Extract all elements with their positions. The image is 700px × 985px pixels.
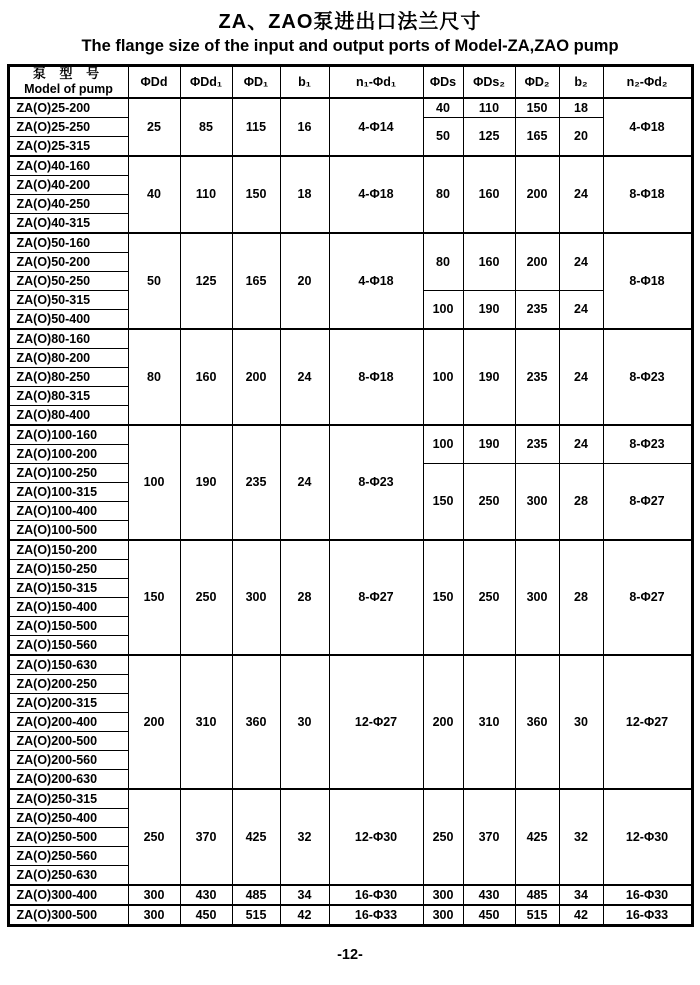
- value-cell: 430: [463, 885, 515, 905]
- value-cell: 42: [280, 905, 329, 926]
- value-cell: 125: [463, 118, 515, 157]
- value-cell: 485: [232, 885, 280, 905]
- value-cell: 200: [128, 655, 180, 789]
- value-cell: 250: [463, 540, 515, 655]
- value-cell: 125: [180, 233, 232, 329]
- value-cell: 24: [559, 233, 603, 291]
- model-cell: ZA(O)100-500: [8, 521, 128, 541]
- header-col-b1: b₁: [280, 66, 329, 99]
- table-row: [8, 789, 692, 809]
- value-cell: 300: [515, 540, 559, 655]
- value-cell: 30: [559, 655, 603, 789]
- value-cell: 16: [280, 98, 329, 156]
- value-cell: 200: [232, 329, 280, 425]
- value-cell: 300: [423, 905, 463, 926]
- table-row: [8, 905, 692, 926]
- table-row: [8, 425, 692, 445]
- value-cell: 8-Φ27: [603, 540, 692, 655]
- model-cell: ZA(O)50-200: [8, 253, 128, 272]
- value-cell: 235: [232, 425, 280, 540]
- value-cell: 8-Φ27: [603, 464, 692, 541]
- value-cell: 150: [423, 540, 463, 655]
- value-cell: 4-Φ18: [603, 98, 692, 156]
- value-cell: 18: [559, 98, 603, 118]
- value-cell: 100: [423, 425, 463, 464]
- model-cell: ZA(O)50-400: [8, 310, 128, 330]
- value-cell: 34: [559, 885, 603, 905]
- model-cell: ZA(O)50-160: [8, 233, 128, 253]
- value-cell: 28: [559, 464, 603, 541]
- value-cell: 515: [515, 905, 559, 926]
- value-cell: 12-Φ30: [329, 789, 423, 885]
- value-cell: 4-Φ18: [329, 233, 423, 329]
- value-cell: 40: [128, 156, 180, 233]
- value-cell: 85: [180, 98, 232, 156]
- value-cell: 235: [515, 329, 559, 425]
- model-cell: ZA(O)200-400: [8, 713, 128, 732]
- model-cell: ZA(O)250-315: [8, 789, 128, 809]
- model-cell: ZA(O)150-250: [8, 560, 128, 579]
- value-cell: 370: [463, 789, 515, 885]
- value-cell: 25: [128, 98, 180, 156]
- value-cell: 16-Φ33: [329, 905, 423, 926]
- model-cell: ZA(O)40-160: [8, 156, 128, 176]
- model-cell: ZA(O)80-200: [8, 349, 128, 368]
- model-cell: ZA(O)250-400: [8, 809, 128, 828]
- value-cell: 24: [559, 329, 603, 425]
- model-cell: ZA(O)150-500: [8, 617, 128, 636]
- value-cell: 190: [180, 425, 232, 540]
- value-cell: 40: [423, 98, 463, 118]
- header-col-b2: b₂: [559, 66, 603, 99]
- value-cell: 20: [280, 233, 329, 329]
- value-cell: 12-Φ27: [603, 655, 692, 789]
- value-cell: 235: [515, 291, 559, 330]
- model-cell: ZA(O)100-315: [8, 483, 128, 502]
- model-cell: ZA(O)200-560: [8, 751, 128, 770]
- value-cell: 16-Φ30: [329, 885, 423, 905]
- value-cell: 8-Φ18: [329, 329, 423, 425]
- model-cell: ZA(O)250-630: [8, 866, 128, 886]
- value-cell: 425: [232, 789, 280, 885]
- value-cell: 16-Φ33: [603, 905, 692, 926]
- header-col-d1: ΦD₁: [232, 66, 280, 99]
- value-cell: 160: [463, 156, 515, 233]
- value-cell: 200: [515, 233, 559, 291]
- value-cell: 50: [128, 233, 180, 329]
- value-cell: 425: [515, 789, 559, 885]
- model-cell: ZA(O)25-200: [8, 98, 128, 118]
- table-row: [8, 885, 692, 905]
- value-cell: 190: [463, 329, 515, 425]
- header-col-d2: ΦD₂: [515, 66, 559, 99]
- value-cell: 300: [128, 905, 180, 926]
- value-cell: 160: [180, 329, 232, 425]
- value-cell: 250: [423, 789, 463, 885]
- page-subtitle: The flange size of the input and output ports of Model-ZA,ZAO pump: [81, 37, 619, 55]
- value-cell: 16-Φ30: [603, 885, 692, 905]
- value-cell: 200: [515, 156, 559, 233]
- value-cell: 18: [280, 156, 329, 233]
- header-col-n2d2: n₂-Φd₂: [603, 66, 692, 99]
- value-cell: 24: [559, 291, 603, 330]
- model-cell: ZA(O)100-400: [8, 502, 128, 521]
- value-cell: 4-Φ18: [329, 156, 423, 233]
- header-col-ds: ΦDs: [423, 66, 463, 99]
- value-cell: 8-Φ27: [329, 540, 423, 655]
- model-cell: ZA(O)150-315: [8, 579, 128, 598]
- value-cell: 42: [559, 905, 603, 926]
- value-cell: 300: [423, 885, 463, 905]
- model-cell: ZA(O)200-500: [8, 732, 128, 751]
- model-cell: ZA(O)150-560: [8, 636, 128, 656]
- model-cell: ZA(O)200-630: [8, 770, 128, 790]
- value-cell: 235: [515, 425, 559, 464]
- value-cell: 34: [280, 885, 329, 905]
- table-row: [8, 98, 692, 118]
- model-cell: ZA(O)100-160: [8, 425, 128, 445]
- value-cell: 100: [128, 425, 180, 540]
- header-model: [8, 66, 128, 99]
- value-cell: 250: [180, 540, 232, 655]
- value-cell: 80: [423, 156, 463, 233]
- value-cell: 300: [128, 885, 180, 905]
- page-title: ZA、ZAO泵进出口法兰尺寸: [218, 11, 482, 33]
- model-cell: ZA(O)100-200: [8, 445, 128, 464]
- model-cell: ZA(O)300-400: [8, 885, 128, 905]
- model-cell: ZA(O)80-250: [8, 368, 128, 387]
- header-col-dd1: ΦDd₁: [180, 66, 232, 99]
- page-number: -12-: [337, 947, 363, 963]
- value-cell: 300: [232, 540, 280, 655]
- model-cell: ZA(O)40-250: [8, 195, 128, 214]
- value-cell: 370: [180, 789, 232, 885]
- value-cell: 165: [232, 233, 280, 329]
- flange-table-body: [8, 98, 692, 926]
- value-cell: 20: [559, 118, 603, 157]
- table-row: [8, 329, 692, 349]
- value-cell: 80: [128, 329, 180, 425]
- model-cell: ZA(O)50-315: [8, 291, 128, 310]
- value-cell: 150: [128, 540, 180, 655]
- model-cell: ZA(O)40-315: [8, 214, 128, 234]
- model-cell: ZA(O)200-315: [8, 694, 128, 713]
- value-cell: 24: [559, 425, 603, 464]
- model-cell: ZA(O)100-250: [8, 464, 128, 483]
- value-cell: 50: [423, 118, 463, 157]
- value-cell: 24: [559, 156, 603, 233]
- model-cell: ZA(O)50-250: [8, 272, 128, 291]
- table-row: [8, 540, 692, 560]
- value-cell: 8-Φ23: [603, 329, 692, 425]
- value-cell: 485: [515, 885, 559, 905]
- value-cell: 300: [515, 464, 559, 541]
- model-cell: ZA(O)150-400: [8, 598, 128, 617]
- header-col-dd: ΦDd: [128, 66, 180, 99]
- value-cell: 115: [232, 98, 280, 156]
- model-cell: ZA(O)300-500: [8, 905, 128, 926]
- value-cell: 360: [515, 655, 559, 789]
- value-cell: 28: [280, 540, 329, 655]
- value-cell: 4-Φ14: [329, 98, 423, 156]
- model-cell: ZA(O)250-500: [8, 828, 128, 847]
- value-cell: 8-Φ18: [603, 233, 692, 329]
- header-col-ds2: ΦDs₂: [463, 66, 515, 99]
- value-cell: 24: [280, 329, 329, 425]
- value-cell: 360: [232, 655, 280, 789]
- model-cell: ZA(O)150-630: [8, 655, 128, 675]
- value-cell: 110: [180, 156, 232, 233]
- value-cell: 250: [463, 464, 515, 541]
- value-cell: 100: [423, 329, 463, 425]
- value-cell: 150: [423, 464, 463, 541]
- model-cell: ZA(O)80-160: [8, 329, 128, 349]
- value-cell: 80: [423, 233, 463, 291]
- model-cell: ZA(O)150-200: [8, 540, 128, 560]
- value-cell: 430: [180, 885, 232, 905]
- value-cell: 515: [232, 905, 280, 926]
- value-cell: 110: [463, 98, 515, 118]
- value-cell: 12-Φ30: [603, 789, 692, 885]
- value-cell: 8-Φ18: [603, 156, 692, 233]
- value-cell: 200: [423, 655, 463, 789]
- value-cell: 32: [559, 789, 603, 885]
- table-row: [8, 233, 692, 253]
- value-cell: 450: [180, 905, 232, 926]
- header-model-en: Model of pump: [24, 82, 113, 97]
- value-cell: 190: [463, 291, 515, 330]
- value-cell: 150: [232, 156, 280, 233]
- value-cell: 450: [463, 905, 515, 926]
- value-cell: 8-Φ23: [603, 425, 692, 464]
- model-cell: ZA(O)80-315: [8, 387, 128, 406]
- header-row: [8, 66, 692, 99]
- value-cell: 160: [463, 233, 515, 291]
- flange-size-table: [7, 64, 694, 927]
- model-cell: ZA(O)40-200: [8, 176, 128, 195]
- value-cell: 165: [515, 118, 559, 157]
- value-cell: 24: [280, 425, 329, 540]
- value-cell: 310: [463, 655, 515, 789]
- value-cell: 28: [559, 540, 603, 655]
- value-cell: 310: [180, 655, 232, 789]
- table-row: [8, 156, 692, 176]
- model-cell: ZA(O)25-315: [8, 137, 128, 157]
- value-cell: 100: [423, 291, 463, 330]
- header-col-n1d1: n₁-Φd₁: [329, 66, 423, 99]
- model-cell: ZA(O)200-250: [8, 675, 128, 694]
- table-row: [8, 655, 692, 675]
- value-cell: 32: [280, 789, 329, 885]
- model-cell: ZA(O)80-400: [8, 406, 128, 426]
- value-cell: 12-Φ27: [329, 655, 423, 789]
- value-cell: 250: [128, 789, 180, 885]
- value-cell: 30: [280, 655, 329, 789]
- value-cell: 8-Φ23: [329, 425, 423, 540]
- value-cell: 190: [463, 425, 515, 464]
- model-cell: ZA(O)250-560: [8, 847, 128, 866]
- header-model-zh: 泵 型 号: [32, 66, 105, 82]
- value-cell: 150: [515, 98, 559, 118]
- model-cell: ZA(O)25-250: [8, 118, 128, 137]
